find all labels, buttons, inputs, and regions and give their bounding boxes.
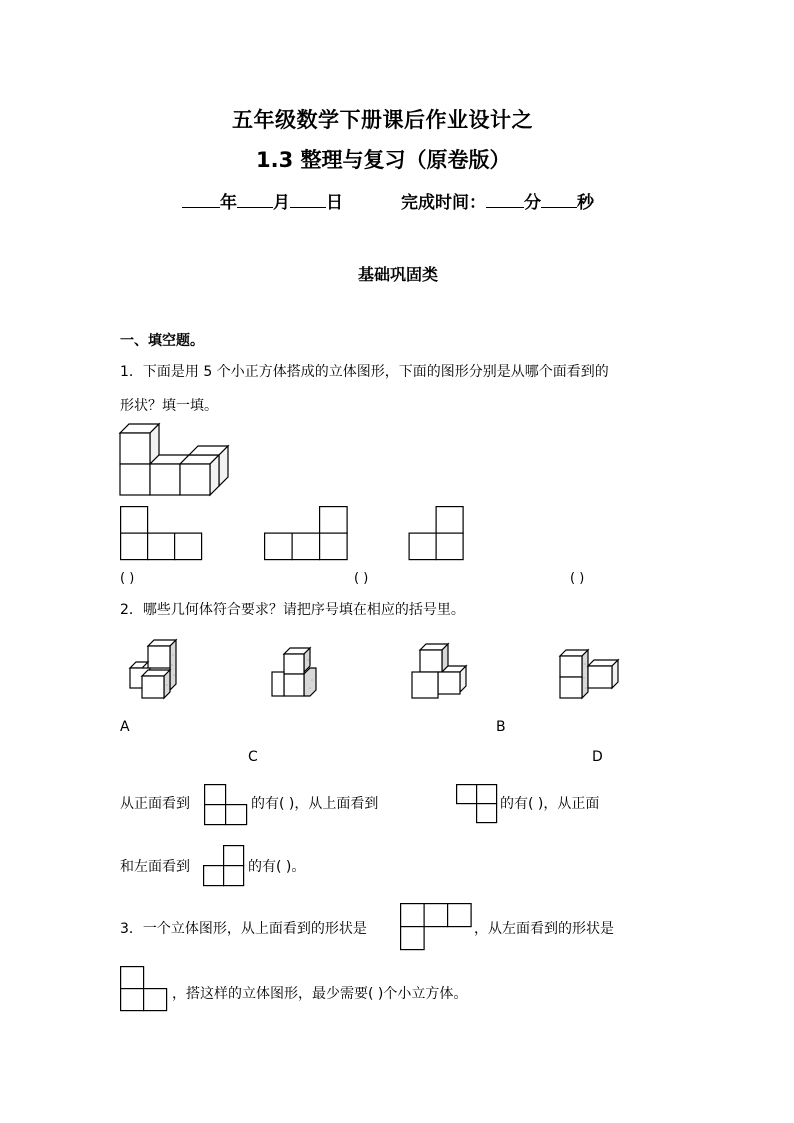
time-label: 完成时间： [401, 193, 486, 213]
q2-figure-c [410, 644, 468, 700]
month-blank[interactable] [237, 191, 273, 208]
month-label: 月 [273, 193, 290, 213]
document-title: 五年级数学下册课后作业设计之 [232, 108, 533, 132]
q2-s2-suffix[interactable]: 的有( )。 [248, 859, 306, 875]
q2-text: 2．哪些几何体符合要求？请把序号填在相应的括号里。 [120, 602, 465, 618]
minute-blank[interactable] [486, 191, 524, 208]
q2-label-a: A [120, 719, 130, 735]
date-time-line [182, 188, 594, 213]
q2-front-left-view-shape [203, 845, 245, 887]
q1-answer-c[interactable]: ( ) [570, 571, 585, 586]
q3-prefix: 3．一个立体图形，从上面看到的形状是 [120, 921, 367, 937]
q2-s2-prefix: 和左面看到 [120, 859, 190, 875]
q2-label-c: C [248, 749, 258, 765]
second-blank[interactable] [541, 191, 577, 208]
document-subtitle: 1.3 整理与复习（原卷版） [256, 148, 511, 172]
q2-s1-prefix: 从正面看到 [120, 796, 190, 812]
q1-answer-b[interactable]: ( ) [354, 571, 369, 586]
q2-label-b: B [496, 719, 506, 735]
q3-line2[interactable]: ，搭这样的立体图形，最少需要( )个小立方体。 [172, 986, 468, 1002]
q2-s1-mid[interactable]: 的有( )，从上面看到 [251, 796, 379, 812]
q3-left-view-shape [120, 966, 168, 1012]
q2-figure-d [558, 650, 620, 700]
part-title: 一、填空题。 [120, 333, 204, 349]
q1-view-a [120, 506, 202, 560]
q3-top-view-shape [400, 903, 472, 951]
q1-view-b [264, 506, 348, 560]
q3-suffix: ，从左面看到的形状是 [474, 921, 614, 937]
q1-answer-a[interactable]: ( ) [120, 571, 135, 586]
q1-view-c [408, 506, 464, 560]
second-label: 秒 [577, 193, 594, 213]
year-label: 年 [220, 193, 237, 213]
q1-line2: 形状？填一填。 [120, 398, 218, 414]
q2-label-d: D [592, 749, 603, 765]
q2-top-view-shape [456, 784, 498, 824]
day-blank[interactable] [290, 191, 326, 208]
year-blank[interactable] [182, 191, 220, 208]
q1-line1: 1．下面是用 5 个小正方体搭成的立体图形，下面的图形分别是从哪个面看到的 [120, 364, 609, 380]
q1-solid-figure [120, 424, 232, 496]
day-label: 日 [326, 193, 343, 213]
minute-label: 分 [524, 193, 541, 213]
q2-figure-b [270, 648, 322, 700]
q2-s1-suffix[interactable]: 的有( )，从正面 [500, 796, 600, 812]
q2-front-view-shape [204, 784, 248, 826]
section-title: 基础巩固类 [358, 265, 439, 284]
q2-figure-a [128, 640, 180, 700]
